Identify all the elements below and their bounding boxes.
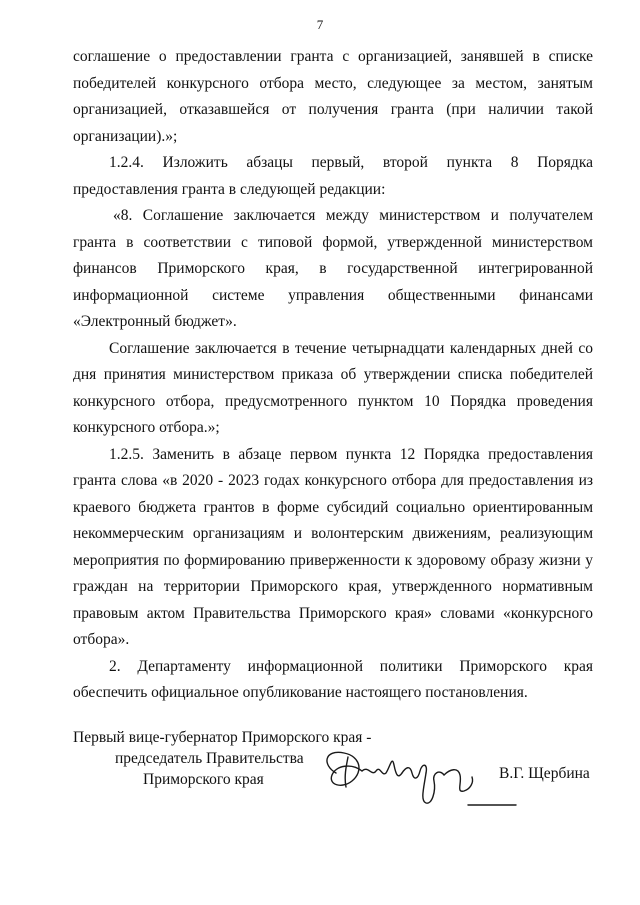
paragraph-item-2: 2. Департаменту информационной политики Приморского края обеспечить официальное опубликование настоящего постановления. <box>73 657 593 701</box>
signatory-position-line-2: председатель Правительства <box>115 750 304 767</box>
signatory-position-line-1: Первый вице-губернатор Приморского края - <box>73 729 372 746</box>
signature-block <box>73 727 593 817</box>
paragraph-agreement-term: Соглашение заключается в течение четырнадцати календарных дней со дня принятия министерством приказа об утверждении списка победителей конкурсного отбора, предусмотренного пунктом 10 Порядка проведения конкурсного отбора.»; <box>73 339 593 436</box>
signatory-position-line-3: Приморского края <box>143 771 264 788</box>
page-number: 7 <box>316 17 324 32</box>
document-body <box>73 44 593 707</box>
paragraph-item-1-2-5: 1.2.5. Заменить в абзаце первом пункта 12 Порядка предоставления гранта слова «в 2020 - 2023 годах конкурсного отбора для предоставления из краевого бюджета грантов в форме субсидий социально ориентированным некоммерческим организациям и волонтерским движениям, реализующим мероприятия по формированию приверженности к здоровому образу жизни у граждан на территории Приморского края, утвержденного нормативным правовым актом Правительства Приморского края» словами «конкурсного отбора». <box>73 445 593 648</box>
signatory-name: В.Г. Щербина <box>499 765 590 782</box>
paragraph-quote-8: «8. Соглашение заключается между министерством и получателем гранта в соответствии с типовой формой, утвержденной министерством финансов Приморского края, в государственной интегрированной информационной системе управления общественными финансами «Электронный бюджет». <box>73 207 593 330</box>
paragraph-item-1-2-4: 1.2.4. Изложить абзацы первый, второй пункта 8 Порядка предоставления гранта в следующей редакции: <box>73 154 593 198</box>
handwritten-signature <box>318 743 518 818</box>
paragraph-continuation: соглашение о предоставлении гранта с организацией, занявшей в списке победителей конкурсного отбора место, следующее за местом, занятым организацией, отказавшейся от получения гранта (при наличии такой организации).»; <box>73 48 593 145</box>
